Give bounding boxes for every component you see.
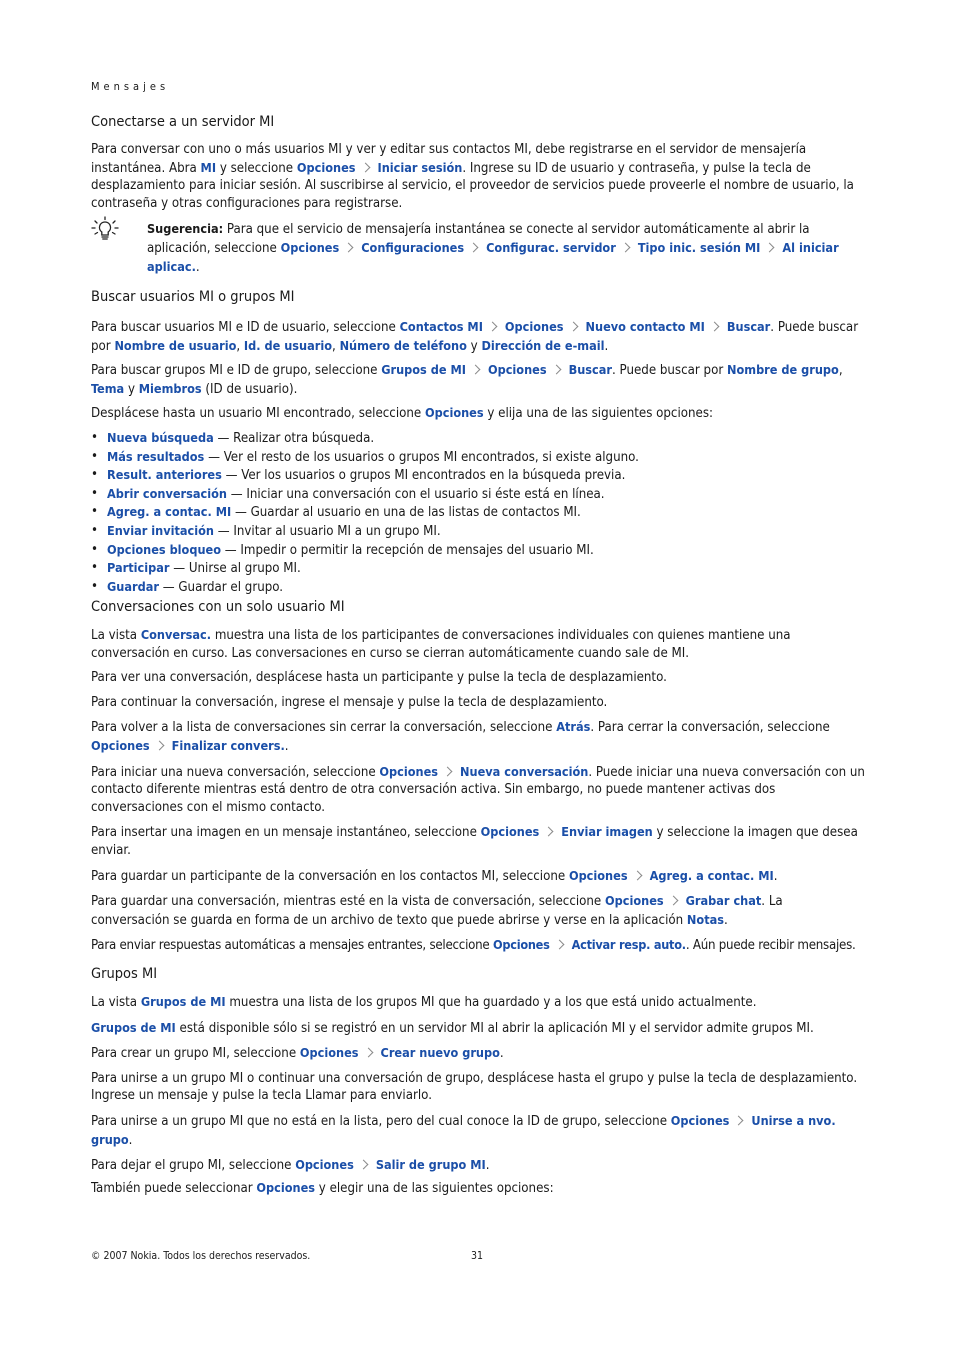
section-search-users	[91, 288, 865, 602]
section-connect-server	[91, 113, 865, 282]
section-heading: Grupos MI	[91, 966, 158, 982]
chevron-right-icon	[734, 1116, 744, 1126]
list-item: • Result. anteriores — Ver los usuarios o grupos MI encontrados en la búsqueda previa.	[91, 466, 865, 485]
menu-link-tipo-inic-sesion: Tipo inic. sesión MI	[637, 239, 761, 255]
section-heading: Conectarse a un servidor MI	[91, 114, 275, 130]
menu-link-opciones: Opciones	[670, 1112, 730, 1128]
paragraph: Para unirse a un grupo MI que no está en la lista, pero del cual conoce la ID de grupo, seleccione Opciones Unirse a nvo. grupo.	[91, 1112, 836, 1148]
menu-link-opciones: Opciones	[480, 824, 540, 840]
chevron-right-icon	[544, 827, 554, 837]
paragraph: También puede seleccionar Opciones y elegir una de las siguientes opciones:	[91, 1179, 554, 1196]
menu-link-miembros: Miembros	[138, 380, 202, 396]
menu-link-nuevo-contacto-mi: Nuevo contacto MI	[585, 319, 705, 334]
menu-link-grupos-mi: Grupos de MI	[140, 994, 226, 1009]
chevron-right-icon	[668, 896, 678, 906]
menu-link-conversac: Conversac.	[140, 627, 212, 642]
paragraph: Desplácese hasta un usuario MI encontrado, seleccione Opciones y elija una de las siguientes opciones:	[91, 405, 714, 422]
paragraph: Para guardar un participante de la conversación en los contactos MI, seleccione Opciones Agreg. a contac. MI.	[91, 867, 778, 884]
list-item: • Guardar — Guardar el grupo.	[91, 578, 865, 597]
section-single-conversations	[91, 598, 865, 962]
list-item: • Opciones bloqueo — Impedir o permitir la recepción de mensajes del usuario MI.	[91, 541, 865, 560]
menu-link-nombre-usuario: Nombre de usuario	[114, 337, 237, 353]
menu-link-opciones: Opciones	[379, 763, 439, 779]
menu-link-agreg-contac-mi: Agreg. a contac. MI	[649, 867, 774, 883]
menu-link-atras: Atrás	[556, 719, 591, 735]
chevron-right-icon	[632, 870, 642, 880]
chevron-right-icon	[765, 243, 775, 253]
list-item: • Enviar invitación — Invitar al usuario MI a un grupo MI.	[91, 522, 865, 541]
paragraph: Para buscar usuarios MI e ID de usuario, seleccione Contactos MI Opciones Nuevo contacto MI Buscar. Puede buscar por Nombre de usuario, Id. de usuario, Número de teléfono y Dirección de e-mail.	[91, 319, 859, 354]
menu-link-configurac-servidor: Configurac. servidor	[486, 239, 616, 255]
menu-link-mi: MI	[200, 159, 217, 175]
menu-link-notas: Notas	[686, 911, 724, 927]
menu-link-direccion-email: Dirección de e-mail	[481, 337, 605, 353]
paragraph: Para continuar la conversación, ingrese el mensaje y pulse la tecla de desplazamiento.	[91, 694, 608, 710]
paragraph: La vista Conversac. muestra una lista de los participantes de conversaciones individuales con quienes mantiene una conversación en curso. Las conversaciones en curso se cierran automáticamente cuando sale de MI.	[91, 627, 791, 661]
menu-link-tema: Tema	[91, 380, 125, 396]
menu-link-grupos-mi: Grupos de MI	[91, 1019, 176, 1035]
menu-link-grupos-mi: Grupos de MI	[381, 362, 466, 378]
chevron-right-icon	[568, 322, 578, 332]
list-item: • Abrir conversación — Iniciar una conversación con el usuario si éste está en línea.	[91, 485, 865, 504]
footer-copyright: © 2007 Nokia. Todos los derechos reservados.	[91, 1250, 311, 1262]
paragraph: Para insertar una imagen en un mensaje instantáneo, seleccione Opciones Enviar imagen y seleccione la imagen que desea enviar.	[91, 824, 858, 858]
running-header: Mensajes	[91, 80, 170, 93]
chevron-right-icon	[344, 243, 354, 253]
menu-link-opciones: Opciones	[504, 319, 564, 334]
section-heading: Conversaciones con un solo usuario MI	[91, 599, 345, 615]
paragraph: Para buscar grupos MI e ID de grupo, seleccione Grupos de MI Opciones Buscar. Puede buscar por Nombre de grupo, Tema y Miembros (ID de usuario).	[91, 362, 843, 397]
list-item: • Más resultados — Ver el resto de los usuarios o grupos MI encontrados, si existe alguno.	[91, 448, 865, 467]
chevron-right-icon	[360, 162, 370, 172]
menu-link-finalizar-convers: Finalizar convers.	[171, 737, 285, 753]
option-list	[91, 429, 865, 596]
menu-link-opciones: Opciones	[424, 405, 484, 421]
menu-link-activar-resp-auto: Activar resp. auto.	[571, 937, 686, 953]
chevron-right-icon	[471, 365, 481, 375]
menu-link-opciones: Opciones	[296, 159, 356, 175]
paragraph: Para volver a la lista de conversaciones sin cerrar la conversación, seleccione Atrás. Para cerrar la conversación, seleccione Opciones Finalizar convers..	[91, 719, 830, 754]
chevron-right-icon	[620, 243, 630, 253]
menu-link-opciones: Opciones	[605, 893, 664, 909]
menu-link-opciones: Opciones	[492, 937, 550, 953]
section-heading: Buscar usuarios MI o grupos MI	[91, 289, 295, 305]
menu-link-opciones: Opciones	[487, 362, 547, 378]
chevron-right-icon	[469, 243, 479, 253]
menu-link-grabar-chat: Grabar chat	[685, 893, 762, 909]
chevron-right-icon	[709, 322, 719, 332]
menu-link-nueva-conversacion: Nueva conversación	[460, 763, 589, 779]
paragraph: La vista Grupos de MI muestra una lista de los grupos MI que ha guardado y a los que está unido actualmente.	[91, 994, 757, 1010]
chevron-right-icon	[554, 940, 564, 950]
menu-link-contactos-mi: Contactos MI	[399, 319, 483, 334]
menu-link-opciones: Opciones	[299, 1045, 359, 1061]
list-item: • Participar — Unirse al grupo MI.	[91, 559, 865, 578]
menu-link-crear-nuevo-grupo: Crear nuevo grupo	[380, 1045, 500, 1061]
paragraph: Para iniciar una nueva conversación, seleccione Opciones Nueva conversación. Puede iniciar una nueva conversación con un contacto diferente mientras está dentro de otra conversación activa. Sin embargo, no puede mantener activas dos conversaciones con el mismo contacto.	[91, 763, 865, 815]
menu-link-salir-grupo-mi: Salir de grupo MI	[375, 1157, 486, 1173]
tip-text: Sugerencia: Para que el servicio de mensajería instantánea se conecte al servidor automáticamente al abrir la aplicación, seleccione Opciones Configuraciones Configurac. servidor Tipo inic. sesión MI Al iniciar aplicac..	[147, 221, 839, 275]
list-item: • Agreg. a contac. MI — Guardar al usuario en una de las listas de contactos MI.	[91, 503, 865, 522]
list-item: • Nueva búsqueda — Realizar otra búsqueda.	[91, 429, 865, 448]
menu-link-opciones: Opciones	[568, 867, 628, 883]
menu-link-opciones: Opciones	[256, 1179, 316, 1195]
paragraph: Para ver una conversación, desplácese hasta un participante y pulse la tecla de desplazamiento.	[91, 670, 667, 686]
paragraph: Para unirse a un grupo MI o continuar una conversación de grupo, desplácese hasta el grupo y pulse la tecla de desplazamiento. Ingrese un mensaje y pulse la tecla Llamar para enviarlo.	[91, 1070, 858, 1104]
menu-link-opciones: Opciones	[280, 239, 340, 255]
menu-link-al-iniciar: Al iniciar aplicac.	[147, 239, 839, 274]
paragraph: Grupos de MI está disponible sólo si se registró en un servidor MI al abrir la aplicación MI y el servidor admite grupos MI.	[91, 1019, 814, 1036]
tip-box	[91, 220, 865, 276]
chevron-right-icon	[443, 766, 453, 776]
menu-link-opciones: Opciones	[295, 1157, 354, 1173]
lightbulb-icon	[91, 216, 119, 244]
paragraph: Para conversar con uno o más usuarios MI y ver y editar sus contactos MI, debe registrarse en el servidor de mensajería instantánea. Abra MI y seleccione Opciones Iniciar sesión. Ingrese su ID de usuario y contraseña, y pulse la tecla de desplazamiento para iniciar sesión. Al suscribirse al servicio, el proveedor de servicios puede proveerle el nombre de usuario, la contraseña y otras configuraciones para registrarse.	[91, 142, 854, 211]
chevron-right-icon	[487, 322, 497, 332]
chevron-right-icon	[154, 741, 164, 751]
chevron-right-icon	[358, 1160, 368, 1170]
paragraph: Para crear un grupo MI, seleccione Opciones Crear nuevo grupo.	[91, 1045, 504, 1062]
menu-link-numero-telefono: Número de teléfono	[339, 337, 467, 353]
menu-link-opciones: Opciones	[91, 737, 150, 753]
menu-link-id-usuario: Id. de usuario	[243, 337, 333, 353]
chevron-right-icon	[363, 1048, 373, 1058]
menu-link-iniciar-sesion: Iniciar sesión	[377, 159, 463, 175]
menu-link-unirse-nvo-grupo: Unirse a nvo. grupo	[91, 1112, 836, 1147]
paragraph: Para guardar una conversación, mientras esté en la vista de conversación, seleccione Opciones Grabar chat. La conversación se guarda en forma de un archivo de texto que puede abrirse y verse en la aplicación Notas.	[91, 893, 783, 928]
paragraph: Para dejar el grupo MI, seleccione Opciones Salir de grupo MI.	[91, 1157, 490, 1174]
paragraph: Para enviar respuestas automáticas a mensajes entrantes, seleccione Opciones Activar resp. auto.. Aún puede recibir mensajes.	[91, 937, 856, 954]
menu-link-configuraciones: Configuraciones	[361, 239, 465, 255]
tip-label: Sugerencia:	[147, 221, 224, 237]
menu-link-buscar: Buscar	[568, 362, 612, 378]
chevron-right-icon	[551, 365, 561, 375]
menu-link-nombre-grupo: Nombre de grupo	[727, 362, 839, 378]
page-number: 31	[471, 1250, 484, 1262]
menu-link-buscar: Buscar	[726, 319, 771, 334]
section-grupos-mi	[91, 965, 865, 1203]
menu-link-enviar-imagen: Enviar imagen	[561, 824, 653, 840]
